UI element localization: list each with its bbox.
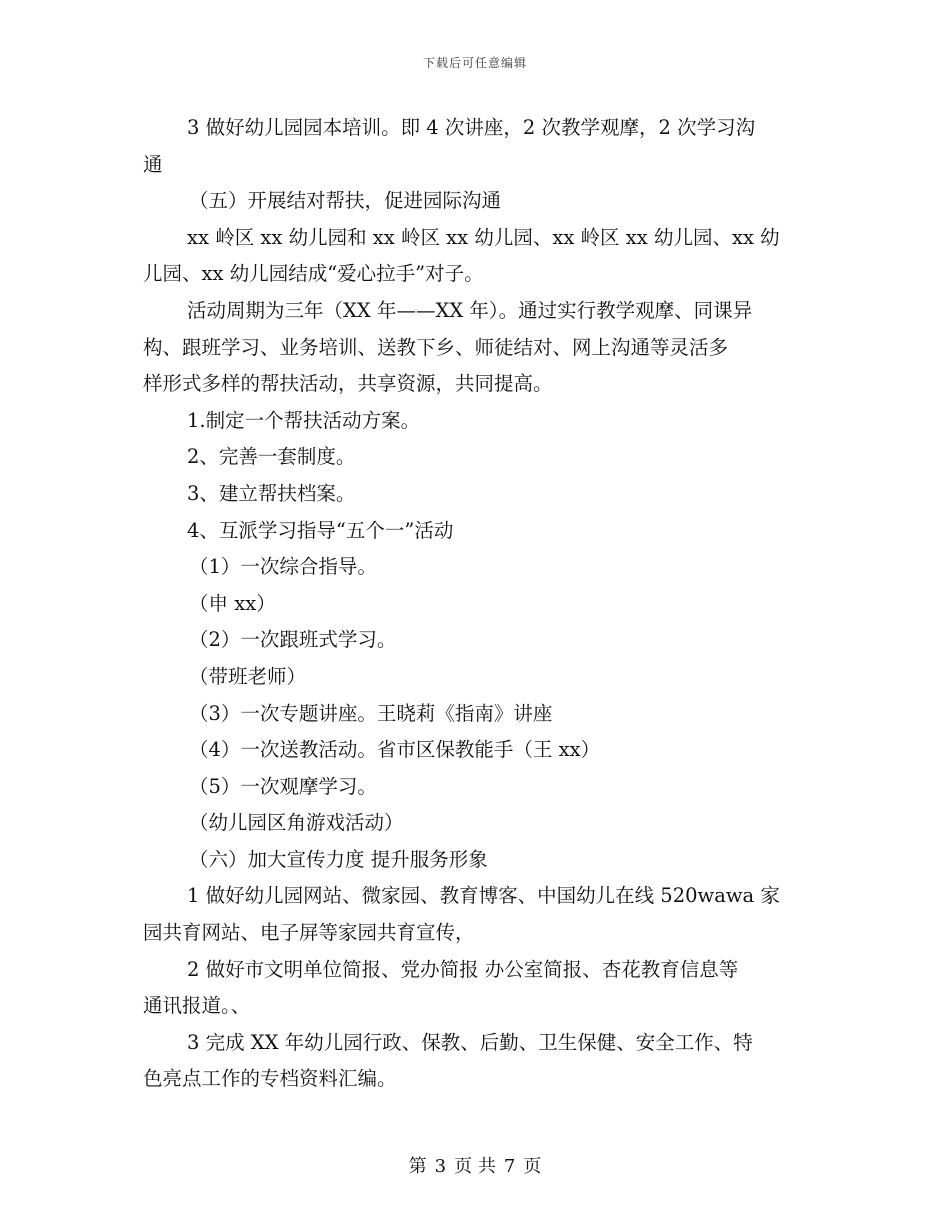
footer-suffix: 页: [523, 1156, 542, 1177]
paragraph-line: 通: [143, 152, 163, 176]
list-item: （申 xx）: [189, 591, 276, 615]
list-item: 1.制定一个帮扶活动方案。: [187, 408, 421, 432]
list-item: 4、互派学习指导“五个一”活动: [187, 518, 454, 542]
list-item: 2、完善一套制度。: [187, 445, 356, 469]
list-item: （2）一次跟班式学习。: [189, 628, 397, 652]
paragraph-line: 园共育网站、电子屏等家园共育宣传，: [143, 921, 475, 945]
list-item: （5）一次观摩学习。: [189, 774, 377, 798]
footer-prefix: 第: [408, 1156, 427, 1177]
paragraph-line: 样形式多样的帮扶活动，共享资源，共同提高。: [143, 372, 553, 396]
list-item: （1）一次综合指导。: [189, 555, 377, 579]
list-item: （4）一次送教活动。省市区保教能手（王 xx）: [189, 738, 601, 762]
paragraph-line: 3 做好幼儿园园本培训。即 4 次讲座，2 次教学观摩，2 次学习沟: [187, 116, 756, 139]
paragraph-line: 活动周期为三年（XX 年——XX 年）。通过实行教学观摩、同课异: [187, 298, 753, 322]
paragraph-line: xx 岭区 xx 幼儿园和 xx 岭区 xx 幼儿园、xx 岭区 xx 幼儿园、xx 幼: [187, 225, 780, 249]
footer-page-number: 3: [434, 1156, 447, 1177]
list-item: （3）一次专题讲座。王晓莉《指南》讲座: [189, 701, 553, 725]
paragraph-line: 1 做好幼儿园网站、微家园、教育博客、中国幼儿在线 520wawa 家: [187, 884, 780, 908]
page-header: 下载后可任意编辑: [422, 56, 527, 70]
section-heading: （五）开展结对帮扶，促进园际沟通: [189, 189, 502, 213]
list-item: （带班老师）: [189, 664, 307, 688]
paragraph-line: 儿园、xx 幼儿园结成“爱心拉手”对子。: [143, 262, 484, 286]
paragraph-line: 色亮点工作的专档资料汇编。: [143, 1067, 397, 1091]
footer-total-pages: 7: [503, 1156, 516, 1177]
paragraph-line: 构、跟班学习、业务培训、送教下乡、师徒结对、网上沟通等灵活多: [143, 335, 729, 359]
list-item: （幼儿园区角游戏活动）: [189, 811, 404, 835]
page-footer: [0, 1152, 950, 1178]
section-heading: （六）加大宣传力度 提升服务形象: [189, 847, 488, 871]
footer-mid: 页 共: [454, 1156, 496, 1177]
list-item: 3、建立帮扶档案。: [187, 481, 356, 505]
paragraph-line: 通讯报道。、: [143, 994, 251, 1018]
document-body: [143, 110, 810, 1098]
paragraph-line: 3 完成 XX 年幼儿园行政、保教、后勤、卫生保健、安全工作、特: [187, 1030, 753, 1054]
paragraph-line: 2 做好市文明单位简报、党办简报 办公室简报、杏花教育信息等: [187, 957, 739, 981]
